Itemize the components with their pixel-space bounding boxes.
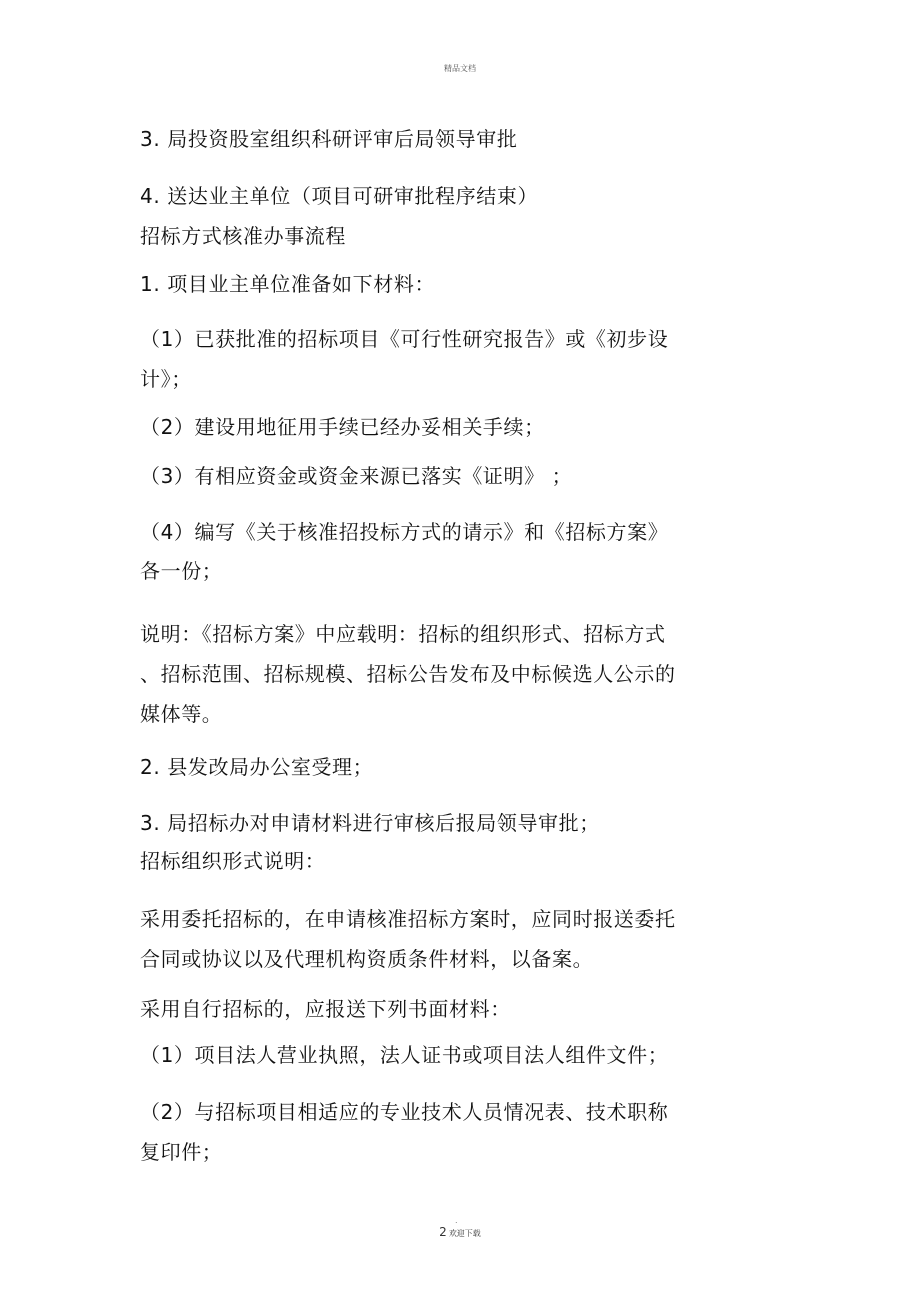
text-line: 合同或协议以及代理机构资质条件材料，以备案。 [140, 947, 594, 971]
text-line: 计》； [140, 367, 192, 391]
text-line: （3）有相应资金或资金来源已落实《证明》 ； [140, 464, 573, 488]
text-line: 说明：《招标方案》中应载明：招标的组织形式、招标方式 [140, 622, 666, 646]
text-line: （2）建设用地征用手续已经办妥相关手续； [140, 415, 545, 439]
text-line: 4. 送达业主单位（项目可研审批程序结束） [140, 184, 539, 208]
footer-text: 欢迎下载 [448, 1229, 481, 1238]
text-line: 采用自行招标的，应报送下列书面材料： [140, 997, 511, 1021]
text-line: 1. 项目业主单位准备如下材料： [140, 272, 436, 296]
page-header: 精品文档 [444, 64, 476, 73]
text-line: 复印件； [140, 1140, 223, 1164]
text-line: （1）项目法人营业执照，法人证书或项目法人组件文件； [140, 1043, 669, 1067]
text-line: （2）与招标项目相适应的专业技术人员情况表、技术职称 [140, 1100, 669, 1124]
text-line: 媒体等。 [140, 702, 223, 726]
page-footer [0, 1216, 920, 1240]
text-line: 3. 局招标办对申请材料进行审核后报局领导审批； [140, 811, 600, 835]
text-line: （4）编写《关于核准招投标方式的请示》和《招标方案》 [140, 520, 669, 544]
page-number: 2 [439, 1225, 447, 1239]
section-heading: 招标组织形式说明： [140, 849, 326, 873]
text-line: 采用委托招标的，在申请核准招标方案时，应同时报送委托 [140, 907, 676, 931]
text-line: 各一份； [140, 559, 223, 583]
text-line: 3. 局投资股室组织科研评审后局领导审批 [140, 127, 518, 151]
text-line: 2. 县发改局办公室受理； [140, 755, 374, 779]
text-line: （1）已获批准的招标项目《可行性研究报告》或《初步设 [140, 327, 669, 351]
text-line: 、招标范围、招标规模、招标公告发布及中标候选人公示的 [140, 662, 676, 686]
footer-dot: . [455, 1216, 458, 1225]
section-heading: 招标方式核准办事流程 [140, 224, 346, 248]
